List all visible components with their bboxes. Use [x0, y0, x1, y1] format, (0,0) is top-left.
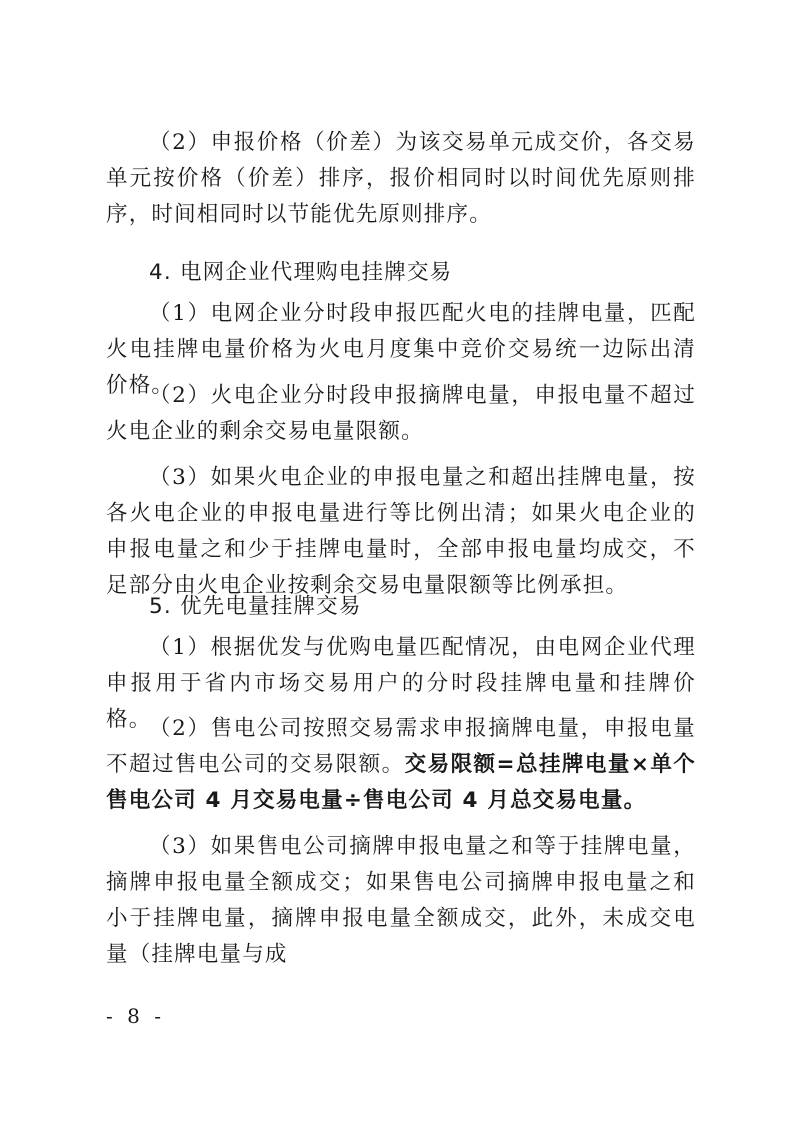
- paragraph-priority-matching: （1）根据优发与优购电量匹配情况，由电网企业代理申报用于省内市场交易用户的分时段挂牌电量和挂牌价格。: [106, 635, 696, 732]
- retailer-delisting-text: （2）售电公司按照交易需求申报摘牌电量，申报电量不超过售电公司的交易限额。: [106, 716, 696, 777]
- trading-limit-formula: 交易限额=总挂牌电量×单个售电公司 4 月交易电量÷售电公司 4 月总交易电量。: [106, 752, 696, 813]
- paragraph-clearing-rules: （3）如果火电企业的申报电量之和超出挂牌电量，按各火电企业的申报电量进行等比例出清；如果火电企业的申报电量之和少于挂牌电量时，全部申报电量均成交，不足部分由火电企业按剩余交易电量限额等比例承担。: [106, 465, 696, 598]
- paragraph-grid-listing-volume: （1）电网企业分时段申报匹配火电的挂牌电量，匹配火电挂牌电量价格为火电月度集中竞价交易统一边际出清价格。: [106, 301, 696, 398]
- page-number: - 8 -: [106, 1004, 165, 1028]
- heading-priority-listing: 5. 优先电量挂牌交易: [149, 594, 362, 619]
- heading-grid-agency-listing: 4. 电网企业代理购电挂牌交易: [149, 260, 453, 285]
- paragraph-retailer-clearing: （3）如果售电公司摘牌申报电量之和等于挂牌电量，摘牌申报电量全额成交；如果售电公司摘牌申报电量之和小于挂牌电量，摘牌申报电量全额成交，此外，未成交电量（挂牌电量与成: [106, 834, 696, 967]
- paragraph-retailer-delisting: [106, 711, 696, 819]
- paragraph-thermal-delisting: （2）火电企业分时段申报摘牌电量，申报电量不超过火电企业的剩余交易电量限额。: [106, 383, 696, 444]
- paragraph-price-ranking: （2）申报价格（价差）为该交易单元成交价，各交易单元按价格（价差）排序，报价相同时以时间优先原则排序，时间相同时以节能优先原则排序。: [106, 130, 696, 227]
